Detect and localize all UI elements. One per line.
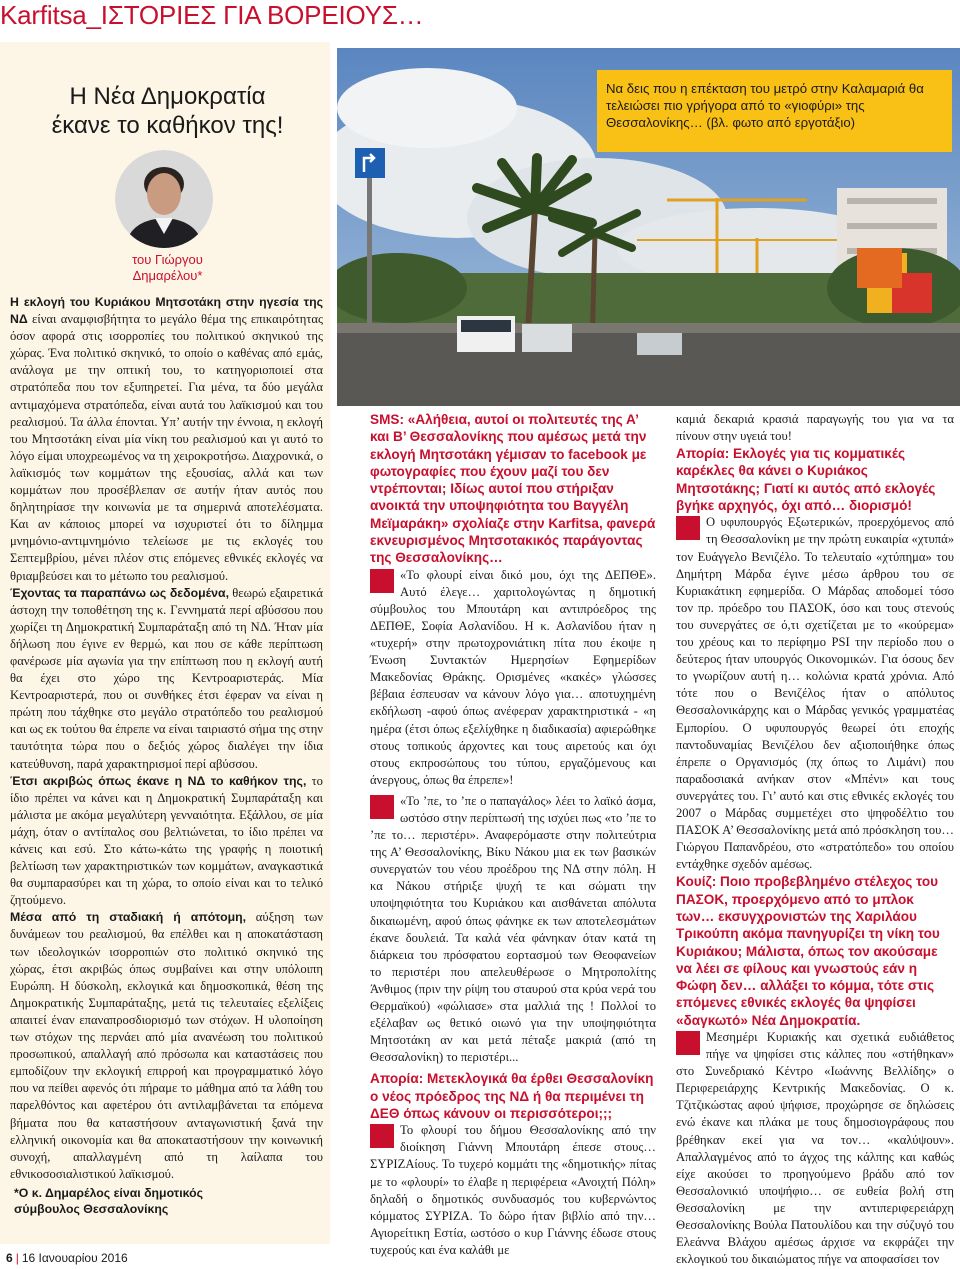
author-byline (10, 252, 325, 284)
gossip-column-right (676, 411, 954, 1268)
news-item (370, 1122, 656, 1259)
red-bullet-square (676, 516, 700, 540)
paragraph (10, 773, 323, 910)
red-bullet-square (370, 1124, 394, 1148)
footnote-line1: *Ο κ. Δημαρέλος είναι δημοτικός (14, 1186, 204, 1200)
paragraph-text: το ίδιο πρέπει να κάνει και η Δημοκρατική Συμπαράταξη και μάλιστα με ακόμα μεγαλύτερη γενναιότητα. Εξάλλου, σε μία μάχη, όταν ο αντίπαλος σου βελτιώνεται, το ίδιο πρέπει να κάνεις και εσύ. Στο κάτω-κάτω της γραφής η ποιοτική βελτίωση των χαρακτηριστικών των κομμάτων, αναγκαστικά θα συμπαρασύρει και τη χώρα, το οποίο είναι και το τελικό ζητούμενο. (10, 773, 323, 908)
news-item-text: Μεσημέρι Κυριακής και σχετικά ευδιάθετος πήγε να ψηφίσει στις κάλπες που «στήθηκαν» στο Συνεδριακό Κέντρο «Ιωάννης Βελλίδης» ο Περιφερειάρχης Κεντρικής Μακεδονίας. Ο κ. Τζιτζικώστας αφού ψήφισε, προχώρησε σε δηλώσεις ενώ έκανε και πλάκα με τους δημοσιογράφους που βρέθηκαν εκεί για να τον… «καλύψουν». Απαλλαγμένος από το άγχος της κάλπης και καθώς είχε ακούσει το προηγούμενο βράδυ από τον Θεσσαλονικιό υποψήφιο… σε ευθεία βολή στη Θεσσαλονίκη με την αντιπεριφερειάρχη Θεσσαλονίκης Βούλα Πατουλίδου και την σύζυγό του Ελεάννα Βλάχου αμέσως άρχισε να εκφράζει την εκλογικού του δικαιώματος πήγε να αποφασίσει τον (676, 1030, 954, 1267)
footnote-line2: σύμβουλος Θεσσαλονίκης (14, 1201, 169, 1216)
paragraph-text: αύξηση των δυνάμεων του ρεαλισμού, θα επέλθει και η αποκατάσταση των ιδεολογικών ισορροπιών στο πολιτικό σκηνικό της χώρας, έτσι ακριβώς όπως συμβαίνει και στην υπόλοιπη Ευρώπη. Η δύσκολη, εκλογικά και δημοσκοπικά, θέση της Δημοκρατικής Συμπαράταξης, μετά τις τελευταίες εξελίξεις απαιτεί έναν επαναπροσδιορισμό των στόχων. Η υλοποίηση των στόχων της περνάει από μία ανανέωση του πολιτικού προσωπικού, απαλλαγή από πρόσωπα και καταστάσεις που εμποδίζουν την εκλογική επιρροή και προγραμματικό λόγο που να πείθει αφενός ότι πήραμε το μάθημα από τα λάθη του παρελθόντος και αφετέρου ότι αντιλαμβάνεται τα επόμενα βήματα που θα καταστήσουν ανταγωνιστική ξανά την ελληνική οικονομία και θα αποκαταστήσουν την κοινωνική συνοχή, απαλλαγμένη από τη λαίλαπα του εθνικοσοσιαλιστικού λαϊκισμού. (10, 910, 324, 1181)
paragraph-lead: Η εκλογή του Κυριάκου Μητσοτάκη στην ηγεσία της ΝΔ (10, 295, 323, 327)
news-item-text: Ο υφυπουργός Εξωτερικών, προερχόμενος από τη Θεσσαλονίκη με την πρώτη ευκαιρία «χτυπά» τον Ευάγγελο Βενιζέλο. Το τελευταίο «χτύπημα» του Δημήτρη Μάρδα έγινε μέσω άρθρου του σε Κυριακάτικη εφημερίδα. Ο Μάρδας αποδομεί τόσο τον πρ. πρόεδρο του ΠΑΣΟΚ, όσο και τους στενούς του συνεργάτες σε ό,τι σχετίζεται με το «κούρεμα» του χρέους και το περίφημο PSI την περίοδο που ο δεύτερος ήταν υπουργός Οικονομικών. Για όσους δεν το γνωρίζουν αυτή η… κολώνια κρατά χρόνια. Από τότε που ο Βενιζέλος ήταν ο απόλυτος Θεσσαλονικάρχης και ο Μάρδας γενικός γραμματέας Εμπορίου. Ο υφυπουργός θεωρεί ότι εποχής παντοδυναμίας Βενιζέλου δεν αξιοποιήθηκε όπως έπρεπε ο Οργανισμός (πχ όπως το Λιμάνι) που παραδοσιακά ανήκαν στον «Μπένι» και τους συνεργάτες του. Γι’ αυτό και στις εθνικές εκλογές του 2007 ο Μάρδας συμμετέχει στο ψηφοδέλτιο του ΠΑΣΟΚ Α’ Θεσσαλονίκης μετά από πρόσκληση του… Γιώργου Παπανδρέου, στο «στρατόπεδο» του οποίου εντάχθηκε σχεδόν αμέσως. (676, 515, 955, 872)
news-item (370, 567, 656, 789)
gossip-column-middle (370, 411, 656, 1259)
news-item-text: Το φλουρί του δήμου Θεσσαλονίκης από την διοίκηση Γιάννη Μπουτάρη έπεσε στους… ΣΥΡΙΖΑίους. Το τυχερό κομμάτι της «δημοτικής» πίτας με το «φλουρί» το έλαβε η περιφέρεια «Ανοιχτή Πόλη» δηλαδή ο δημοτικός συνδυασμός του κυβερνώντος κόμματος ΣΥΡΙΖΑ. Το δώρο ήταν βιβλίο από την… Αγιορείτικη Εστία, ωστόσο ο κυρ Γιάννης έδωσε στους τυχερούς και ένα καλάθι με (370, 1123, 656, 1257)
opinion-title-line2: έκανε το καθήκον της! (51, 112, 284, 139)
author-portrait (115, 150, 213, 248)
footer-separator: | (15, 1251, 19, 1265)
paragraph (10, 585, 323, 773)
photo-caption: Να δεις που η επέκταση του μετρό στην Καλαμαριά θα τελειώσει πιο γρήγορα από το «γιοφύρι» της Θεσσαλονίκης… (βλ. φωτο από εργοτάξιο) (606, 81, 924, 131)
continued-text: καμιά δεκαριά κρασιά παραγωγής του για να τα πίνουν στην υγειά του! (676, 412, 954, 444)
author-footnote (14, 1186, 314, 1217)
sms-headline: SMS: «Αλήθεια, αυτοί οι πολιτευτές της Α’ και Β’ Θεσσαλονίκης που αμέσως μετά την εκλογή Μητσοτάκη γέμισαν το facebook με φωτογραφίες που έχουν μαζί του δεν ντρέπονται; Ιδίως αυτοί που στήριξαν ανοικτά την υποψηφιότητα του Βαγγέλη Μεϊμαράκη» σχολίαζε στην Karfitsa, φανερά εκνευρισμένος Μητσοτακικός παράγοντας της Θεσσαλονίκης… (370, 412, 656, 566)
red-bullet-square (370, 795, 394, 819)
paragraph-text: είναι αναμφισβήτητα το μεγάλο θέμα της επικαιρότητας όσον αφορά στις ισορροπίες του πολιτικού σκηνικού της χώρας. Ένα πολιτικό σκηνικό, το οποίο ο καθένας από εμάς, ανάλογα με την οπτική του, το κατηγοριοποιεί στα στρατόπεδα που τον εξυπηρετεί. Για μένα, τα δύο μεγάλα αντιμαχόμενα στρατόπεδα, είναι αυτά του λαϊκισμού και του ρεαλισμού. Τα άλλα έπονται. Υπ’ αυτήν την έννοια, η εκλογή του Μητσοτάκη είναι μία νίκη του ρεαλισμού και γι αυτό το λόγο είμαι υποχρεωμένος να τη χειροκροτήσω. Διαχρονικά, ο λαϊκισμός των κομμάτων της εξουσίας, αλλά και των κομμάτων που προσέβλεπαν σε αυτήν ήταν αυτός που δηλητηρίασε την κοινωνία με τα σημερινά αποτελέσματα. Και αν κάποιος μπορεί να ισχυριστεί ότι το δίλημμα μνημόνιο-αντιμνημόνιο τελείωσε με τις εκλογές του Σεπτεμβρίου, μένει πλέον στις επόμενες εθνικές εκλογές να θριαμβεύσει και το μέτωπο του ρεαλισμού. (10, 312, 323, 583)
news-item-text: «Το φλουρί είναι δικό μου, όχι της ΔΕΠΘΕ». Αυτό έλεγε… χαριτολογώντας η δημοτική σύμβουλος του Μπουτάρη και αντιπρόεδρος της ΔΕΠΘΕ, Σοφία Ασλανίδου. Η κ. Ασλανίδου ήταν η «τυχερή» στην πρωτοχρονιάτικη πίτα που έκοψε η Ένωση Συντακτών Ημερησίων Εφημερίδων Μακεδονίας Θράκης. Ορισμένες «κακές» γλώσσες βέβαια έσπευσαν να κάνουν λόγο για… αποτυχημένη εκδήλωση -αφού όπως ανέφεραν χαρακτηριστικά - «η ημέρα (έτσι όπως εξελίχθηκε η διαδικασία) αφιερώθηκε στους τοπικούς άρχοντες και τους αιρετούς και όχι στους εκπροσώπους του τύπου, εργαζόμενους και άνεργους, όπως θα έπρεπε»! (370, 567, 656, 787)
news-item (676, 1029, 954, 1268)
quiz-headline: Κουίζ: Ποιο προβεβλημένο στέλεχος του ΠΑΣΟΚ, προερχόμενο από το μπλοκ των… εκσυγχρονιστών της Χαριλάου Τρικούπη ακόμα πανηγυρίζει τη νίκη του Κυριάκου; Μάλιστα, όπως τον ακούσαμε να λέει σε φίλους και γνωστούς εάν η Φώφη δεν… αλλάξει το κόμμα, τότε στις επόμενες εθνικές εκλογές θα ψηφίσει «δαγκωτό» Νέα Δημοκρατία. (676, 874, 940, 1028)
paragraph (10, 909, 323, 1183)
question-headline: Απορία: Εκλογές για τις κομματικές καρέκλες θα κάνει ο Κυριάκος Μητσοτάκης; Γιατί κι αυτός από εκλογές βγήκε αρχηγός, όχι από… διορισμό! (676, 446, 936, 514)
paragraph (10, 294, 323, 585)
paragraph-lead: Μέσα από τη σταδιακή ή απότομη, (10, 910, 247, 925)
red-bullet-square (676, 1031, 700, 1055)
news-item (370, 793, 656, 1067)
page-footer (6, 1251, 128, 1265)
paragraph-lead: Έχοντας τα παραπάνω ως δεδομένα, (10, 585, 229, 600)
opinion-title-line1: Η Νέα Δημοκρατία (69, 83, 266, 110)
opinion-title (10, 82, 325, 140)
question-headline: Απορία: Μετεκλογικά θα έρθει Θεσσαλονίκη ο νέος πρόεδρος της ΝΔ ή θα περιμένει τη ΔΕΘ όπως κάνουν οι περισσότεροι;;; (370, 1071, 654, 1121)
paragraph-lead: Έτσι ακριβώς όπως έκανε η ΝΔ το καθήκον της, (10, 773, 307, 788)
issue-date: 16 Ιανουαρίου 2016 (21, 1251, 128, 1265)
byline-line1: του Γιώργου (132, 252, 203, 267)
red-bullet-square (370, 569, 394, 593)
news-item-text: «Το ’πε, το ’πε ο παπαγάλος» λέει το λαϊκό άσμα, ωστόσο στην περίπτωσή της ισχύει πως «το ’πε το ’πε το… περιστέρι». Αναφερόμαστε στην πολιτεύτρια της Α’ Θεσσαλονίκης, Βίκυ Νάκου μια εκ των βασικών συνεργατών του νέου προέδρου της ΝΔ στην πόλη. Η κα Νάκου στήριξε ψυχή τε και σώματι την υποψηφιότητα του Κυριάκου και αισθάνεται απόλυτα δικαιωμένη, αφού όπως φάνηκε εκ των αποτελεσμάτων έκανε δουλειά. Τα καλά νέα φάνηκαν όταν κατά τη διάρκεια του πρόσφατου εορτασμού των Θεοφανείων το περιστέρι που απελευθέρωσε ο Μητροπολίτης Άνθιμος (πριν την ρίψη του σταυρού στα κρύα νερά του Θερμαϊκού) «φώλιασε» στα μαλλιά της ! Πολλοί το εξέλαβαν ως θετικό οιωνό για την υποψηφιότητα Μητσοτάκη αν και μετά πέταξε μακριά (από τη Θεσσαλονίκη) το περιστέρι... (370, 793, 656, 1065)
byline-line2: Δημαρέλου* (132, 268, 203, 283)
paragraph-text: θεωρώ εξαιρετικά άστοχη την τοποθέτηση της κ. Γεννηματά περί αβύσσου που χωρίζει τη Δημοκρατική Συμπαράταξη από τη ΝΔ. Ήταν μία δήλωση που έγινε εν θερμώ, και που σε κάθε περίπτωση φανέρωσε μία αγωνία για την επίπτωση που η εκλογή αυτή θα έχει στο χώρο της Κεντροαριστεράς. Μία Κεντροαριστερά, που οι συνθήκες έτσι έφεραν να είναι η πρώτη που τάχθηκε στο μεγάλο στρατόπεδο του ρεαλισμού και ως εκ τούτου θα έπρεπε να είναι ταιριαστό σήμα της στην ταυτότητα τώρα που ο δεξιός χώρος διαλέγει την ίδια κατεύθυνση, παρά χαρακτηρισμοί περί αβύσσου. (10, 585, 323, 771)
section-header: Karfitsa_ΙΣΤΟΡΙΕΣ ΓΙΑ ΒΟΡΕΙΟΥΣ… (0, 0, 424, 30)
opinion-body (10, 294, 323, 1183)
page-number: 6 (6, 1251, 13, 1265)
news-item (676, 514, 954, 873)
